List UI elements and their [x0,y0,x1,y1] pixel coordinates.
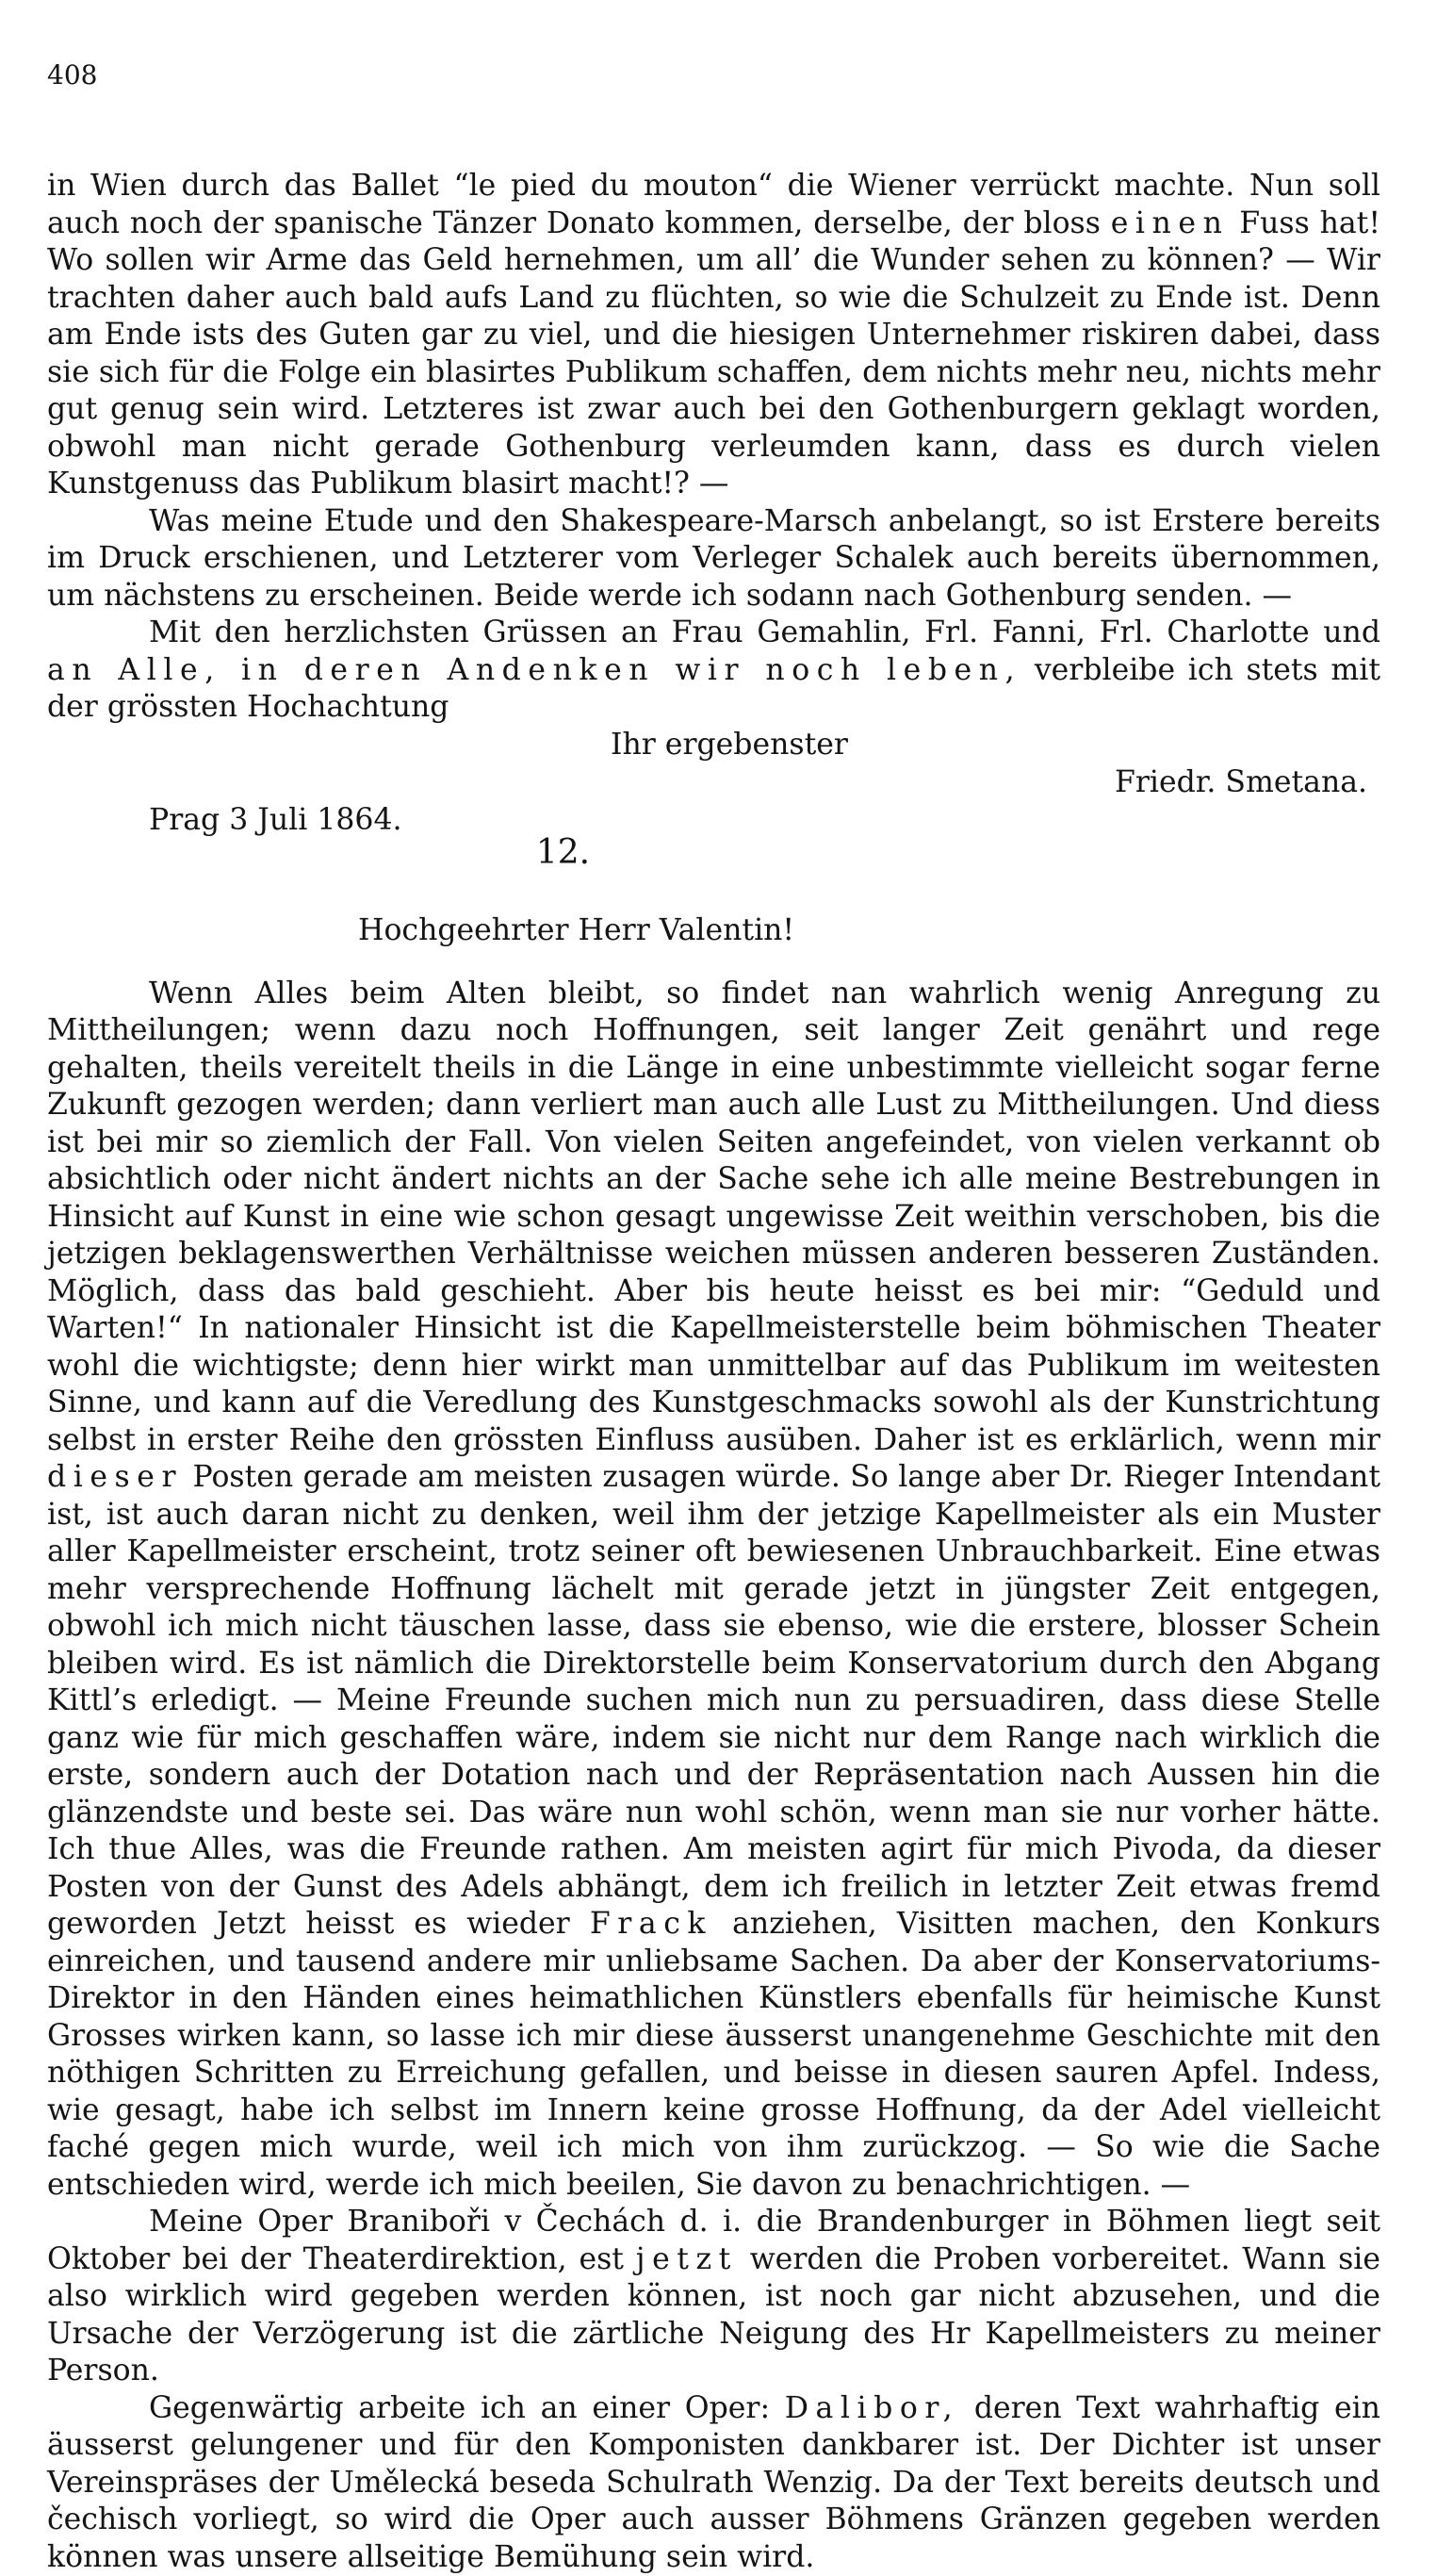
letter-number: 12. [0,832,1380,874]
text-run: in Wien durch das Ballet “le pied du mouton“ die Wiener verrückt machte. Nun soll auch noch der spanische Tänzer Donato kommen, derselbe, der bloss [47,169,1380,240]
text-run: Posten gerade am meisten zusagen würde. So lange aber Dr. Rieger Intendant ist, ist auch daran nicht zu denken, weil ihm der jetzige Kapellmeister als ein Muster aller Kapellmeister erscheint, trotz seiner oft bewiesenen Unbrauchbarkeit. Eine etwas mehr versprechende Hoffnung lächelt mit gerade jetzt in jüngster Zeit entgegen, obwohl ich mich nicht täuschen lasse, dass sie ebenso, wie die erstere, blosser Schein bleiben wird. Es ist nämlich die Direktorstelle beim Konservatorium durch den Abgang Kittl’s erledigt. — Meine Freunde suchen mich nun zu persuadiren, dass diese Stelle ganz wie für mich geschaffen wäre, indem sie nicht nur dem Range nach wirklich die erste, sondern auch der Dotation nach und der Repräsentation nach Aussen hin die glänzendste und beste sei. Das wäre nun wohl schön, wenn man sie nur vorher hätte. Ich thue Alles, was die Freunde rathen. Am meisten agirt für mich Pivoda, da dieser Posten von der Gunst des Adels abhängt, dem ich freilich in letzter Zeit etwas fremd geworden Jetzt heisst es wieder [47,1460,1380,1941]
letter12-paragraph-2 [47,2204,1380,2390]
text-run: Gegenwärtig arbeite ich an einer Oper: [149,2391,785,2425]
emphasis-text: an Alle, in deren Andenken wir noch leben, [47,653,1021,687]
letter11-paragraph-2: Was meine Etude und den Shakespeare-Marsch anbelangt, so ist Erstere bereits im Druck erschienen, und Letzterer vom Verleger Schalek auch bereits übernommen, um nächstens zu erscheinen. Beide werde ich sodann nach Gothenburg senden. — [47,503,1380,615]
text-run: verbleibe ich stets mit der grössten Hochachtung [47,653,1380,725]
text-run: Mit den herzlichsten Grüssen an Frau Gemahlin, Frl. Fanni, Frl. Charlotte und [149,615,1380,649]
letter12-paragraph-3 [47,2390,1380,2576]
signature: Friedr. Smetana. [1115,764,1367,802]
emphasis-text: Dalibor, [785,2391,959,2425]
text-run: anziehen, Visitten machen, den Konkurs einreichen, und tausend andere mir unliebsame Sachen. Da aber der Konservatoriums-Direktor in den Händen eines heimathlichen Künstlers ebenfalls für heimische Kunst Grosses wirken kann, so lasse ich mir diese äusserst unangenehme Geschichte mit den nöthigen Schritten zu Erreichung gefallen, und beisse in diesen sauren Apfel. Indess, wie gesagt, habe ich selbst im Innern keine grosse Hoffnung, da der Adel vielleicht faché gegen mich wurde, weil ich mich von ihm zurückzog. — So wie die Sache entschieden wird, werde ich mich beeilen, Sie davon zu benachrichtigen. — [47,1907,1380,2202]
emphasis-text: dieser [47,1460,183,1494]
document-page [47,57,1380,2576]
closing-salutation: Ihr ergebenster [611,727,848,764]
letter12-paragraph-1 [47,976,1380,2205]
text-run: Fuss hat! Wo sollen wir Arme das Geld hernehmen, um all’ die Wunder sehen zu können? — Wir trachten daher auch bald aufs Land zu flüchten, so wie die Schulzeit zu Ende ist. Denn am Ende ists des Guten gar zu viel, und die hiesigen Unternehmer riskiren dabei, dass sie sich für die Folge ein blasirtes Publikum schaffen, dem nichts mehr neu, nichts mehr gut genug sein wird. Letzteres ist zwar auch bei den Gothenburgern geklagt worden, obwohl man nicht gerade Gothenburg verleumden kann, dass es durch vielen Kunstgenuss das Publikum blasirt macht!? — [47,206,1380,501]
text-run: werden die Proben vorbereitet. Wann sie also wirklich wird gegeben werden können, ist noch gar nicht abzusehen, und die Ursache der Verzögerung ist die zärtliche Neigung des Hr Kapellmeisters zu meiner Person. [47,2242,1380,2388]
text-run: deren Text wahrhaftig ein äusserst gelungener und für den Komponisten dankbarer ist. Der Dichter ist unser Vereinspräses der Umělecká beseda Schulrath Wenzig. Da der Text bereits deutsch und čechisch vorliegt, so wird die Oper auch ausser Böhmens Gränzen gegeben werden können was unsere allseitige Bemühung sein wird. [47,2391,1380,2574]
letter-greeting: Hochgeehrter Herr Valentin! [47,911,1380,949]
emphasis-text: jetzt [636,2242,738,2276]
letter11-paragraph-1 [47,168,1380,503]
emphasis-text: Frack [590,1907,712,1941]
emphasis-text: einen [1111,206,1230,240]
text-run: Meine Oper Braniboři v Čechách d. i. die Brandenburger in Böhmen liegt seit Oktober bei der Theaterdirektion, est [47,2205,1380,2276]
letter11-closing [47,727,1380,840]
page-number: 408 [47,57,1380,94]
place-date: Prag 3 Juli 1864. [149,802,402,840]
letter11-paragraph-3 [47,615,1380,727]
text-run: Wenn Alles beim Alten bleibt, so findet nan wahrlich wenig Anregung zu Mittheilungen; wenn dazu noch Hoffnungen, seit langer Zeit genährt und rege gehalten, theils vereitelt theils in die Länge in eine unbestimmte vielleicht sogar ferne Zukunft gezogen werden; dann verliert man auch alle Lust zu Mittheilungen. Und diess ist bei mir so ziemlich der Fall. Von vielen Seiten angefeindet, von vielen verkannt ob absichtlich oder nicht ändert nichts an der Sache sehe ich alle meine Bestrebungen in Hinsicht auf Kunst in eine wie schon gesagt ungewisse Zeit weithin verschoben, bis die jetzigen beklagenswerthen Verhältnisse weichen müssen anderen besseren Zuständen. Möglich, dass das bald geschieht. Aber bis heute heisst es bei mir: “Geduld und Warten!“ In nationaler Hinsicht ist die Kapellmeisterstelle beim böhmischen Theater wohl die wichtigste; denn hier wirkt man unmittelbar auf das Publikum im weitesten Sinne, und kann auf die Veredlung des Kunstgeschmacks sowohl als der Kunstrichtung selbst in erster Reihe den grössten Einfluss ausüben. Daher ist es erklärlich, wenn mir [47,976,1380,1457]
